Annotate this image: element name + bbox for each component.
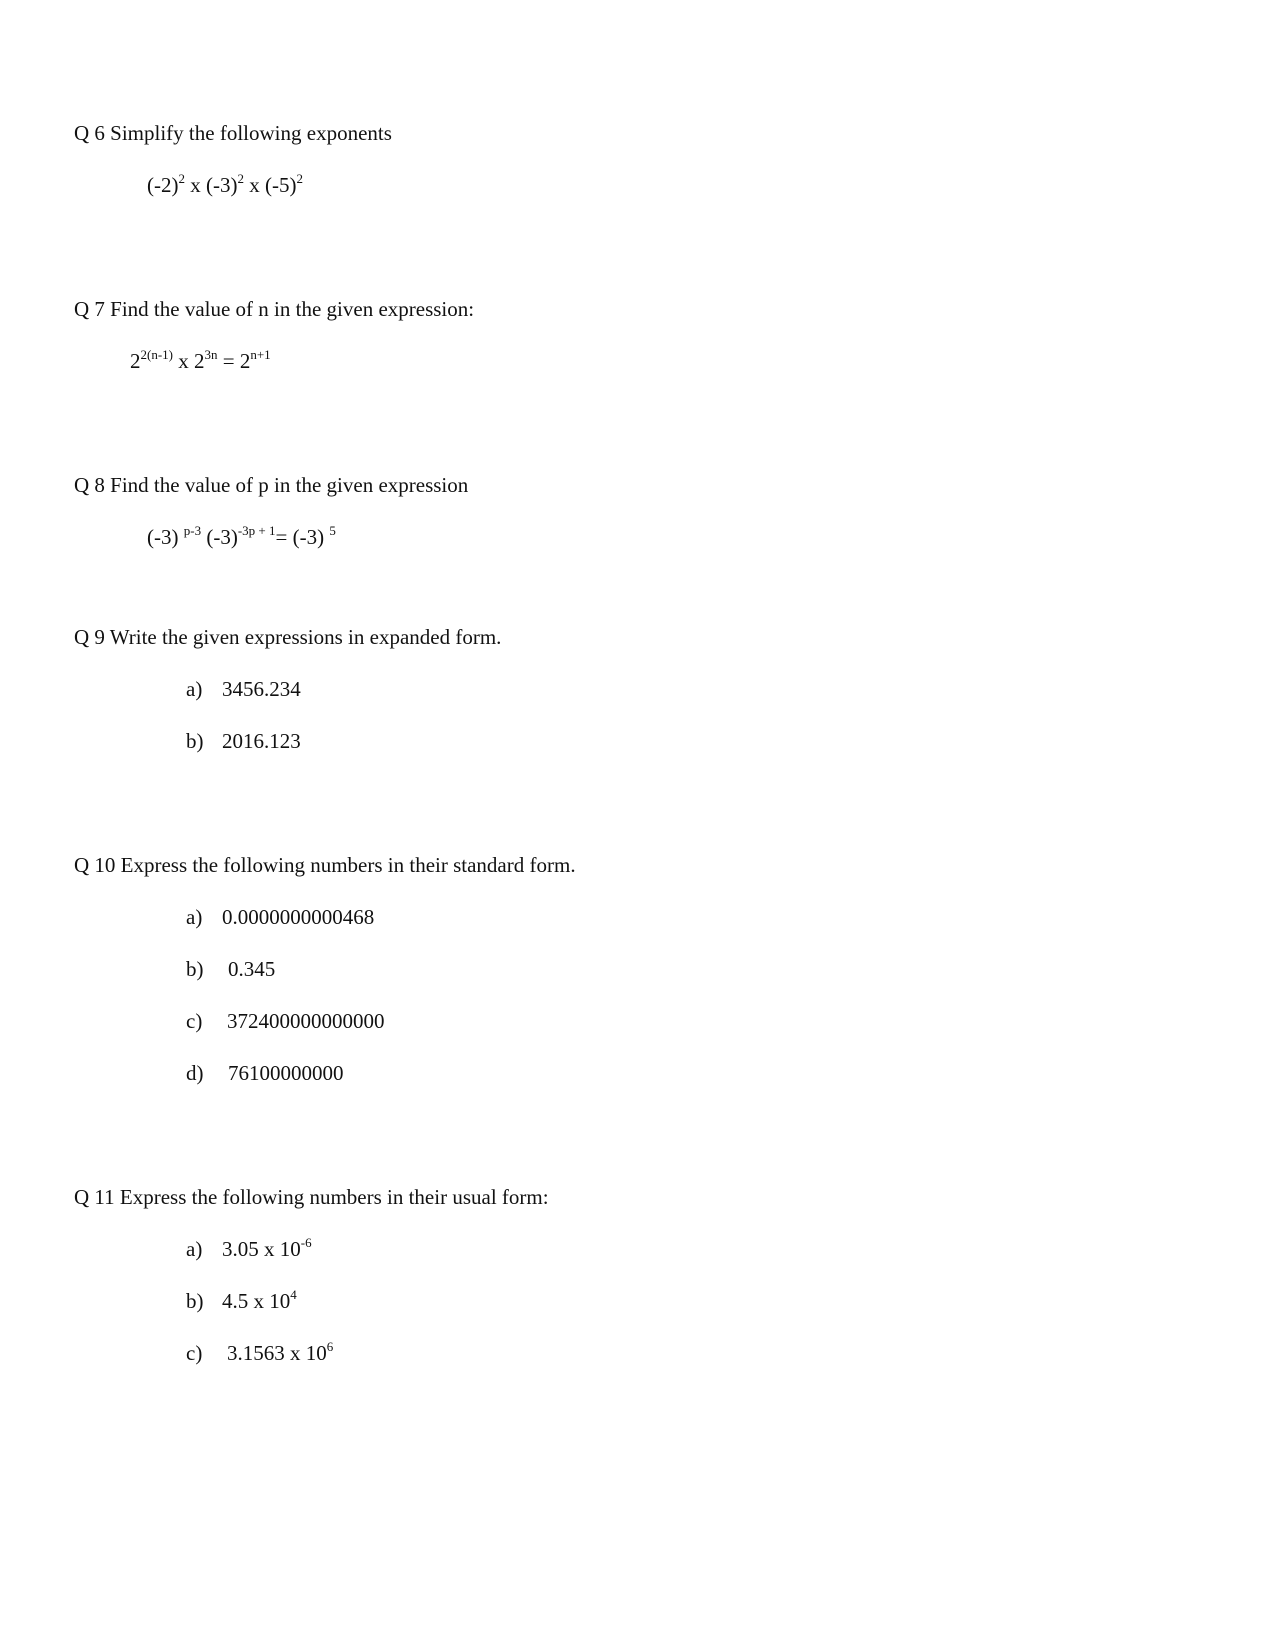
expr-part: x (-5) — [243, 173, 297, 197]
option-label: d) — [186, 1061, 204, 1085]
option-value: 372400000000000 — [227, 1009, 385, 1033]
question-11-title: Q 11 Express the following numbers in their usual form: — [74, 1185, 549, 1209]
expr-part: x (-3) — [184, 173, 238, 197]
option-value: 2016.123 — [222, 729, 301, 753]
question-10-option-a — [186, 904, 374, 930]
question-11-option-c — [186, 1340, 333, 1366]
question-9-option-a — [186, 676, 301, 702]
option-value: 3456.234 — [222, 677, 301, 701]
question-7-title: Q 7 Find the value of n in the given expression: — [74, 297, 475, 321]
option-label: c) — [186, 1009, 203, 1033]
option-value: 3.1563 x 10 — [227, 1341, 327, 1365]
expr-exponent: -3p + 1 — [237, 523, 276, 538]
question-9-option-b — [186, 728, 301, 754]
expr-exponent: 2 — [296, 171, 303, 186]
question-8-title: Q 8 Find the value of p in the given expression — [74, 473, 469, 497]
expr-exponent: 5 — [329, 523, 336, 538]
option-label: c) — [186, 1341, 203, 1365]
expr-part: 2 — [130, 349, 141, 373]
option-value: 76100000000 — [228, 1061, 344, 1085]
option-value: 4.5 x 10 — [222, 1289, 291, 1313]
question-10-option-b — [186, 956, 275, 982]
question-6-title: Q 6 Simplify the following exponents — [74, 121, 392, 145]
expr-exponent: 2(n-1) — [140, 347, 173, 362]
expr-part: = (-3) — [275, 525, 330, 549]
question-6-expression — [147, 172, 303, 198]
expr-part: (-3) — [201, 525, 238, 549]
question-7-expression — [130, 348, 271, 374]
option-exponent: 4 — [290, 1287, 297, 1302]
option-label: a) — [186, 1237, 203, 1261]
option-label: b) — [186, 1289, 204, 1313]
expr-part: x 2 — [173, 349, 205, 373]
expr-exponent: n+1 — [250, 347, 271, 362]
question-10-option-d — [186, 1060, 344, 1086]
option-label: a) — [186, 905, 203, 929]
option-label: b) — [186, 729, 204, 753]
question-9-title: Q 9 Write the given expressions in expanded form. — [74, 625, 502, 649]
option-value: 0.0000000000468 — [222, 905, 375, 929]
option-exponent: 6 — [326, 1339, 334, 1354]
option-exponent: -6 — [300, 1235, 312, 1250]
question-11-option-b — [186, 1288, 297, 1314]
option-value: 3.05 x 10 — [222, 1237, 301, 1261]
expr-part: (-2) — [147, 173, 179, 197]
question-8-expression — [147, 524, 336, 550]
option-label: b) — [186, 957, 204, 981]
question-10-title: Q 10 Express the following numbers in their standard form. — [74, 853, 576, 877]
expr-exponent: p-3 — [183, 523, 202, 538]
expr-exponent: 2 — [237, 171, 244, 186]
question-10-option-c — [186, 1008, 385, 1034]
question-11-option-a — [186, 1236, 312, 1262]
expr-part: (-3) — [147, 525, 184, 549]
option-label: a) — [186, 677, 203, 701]
expr-exponent: 2 — [178, 171, 185, 186]
expr-part: = 2 — [217, 349, 251, 373]
expr-exponent: 3n — [204, 347, 218, 362]
option-value: 0.345 — [228, 957, 276, 981]
